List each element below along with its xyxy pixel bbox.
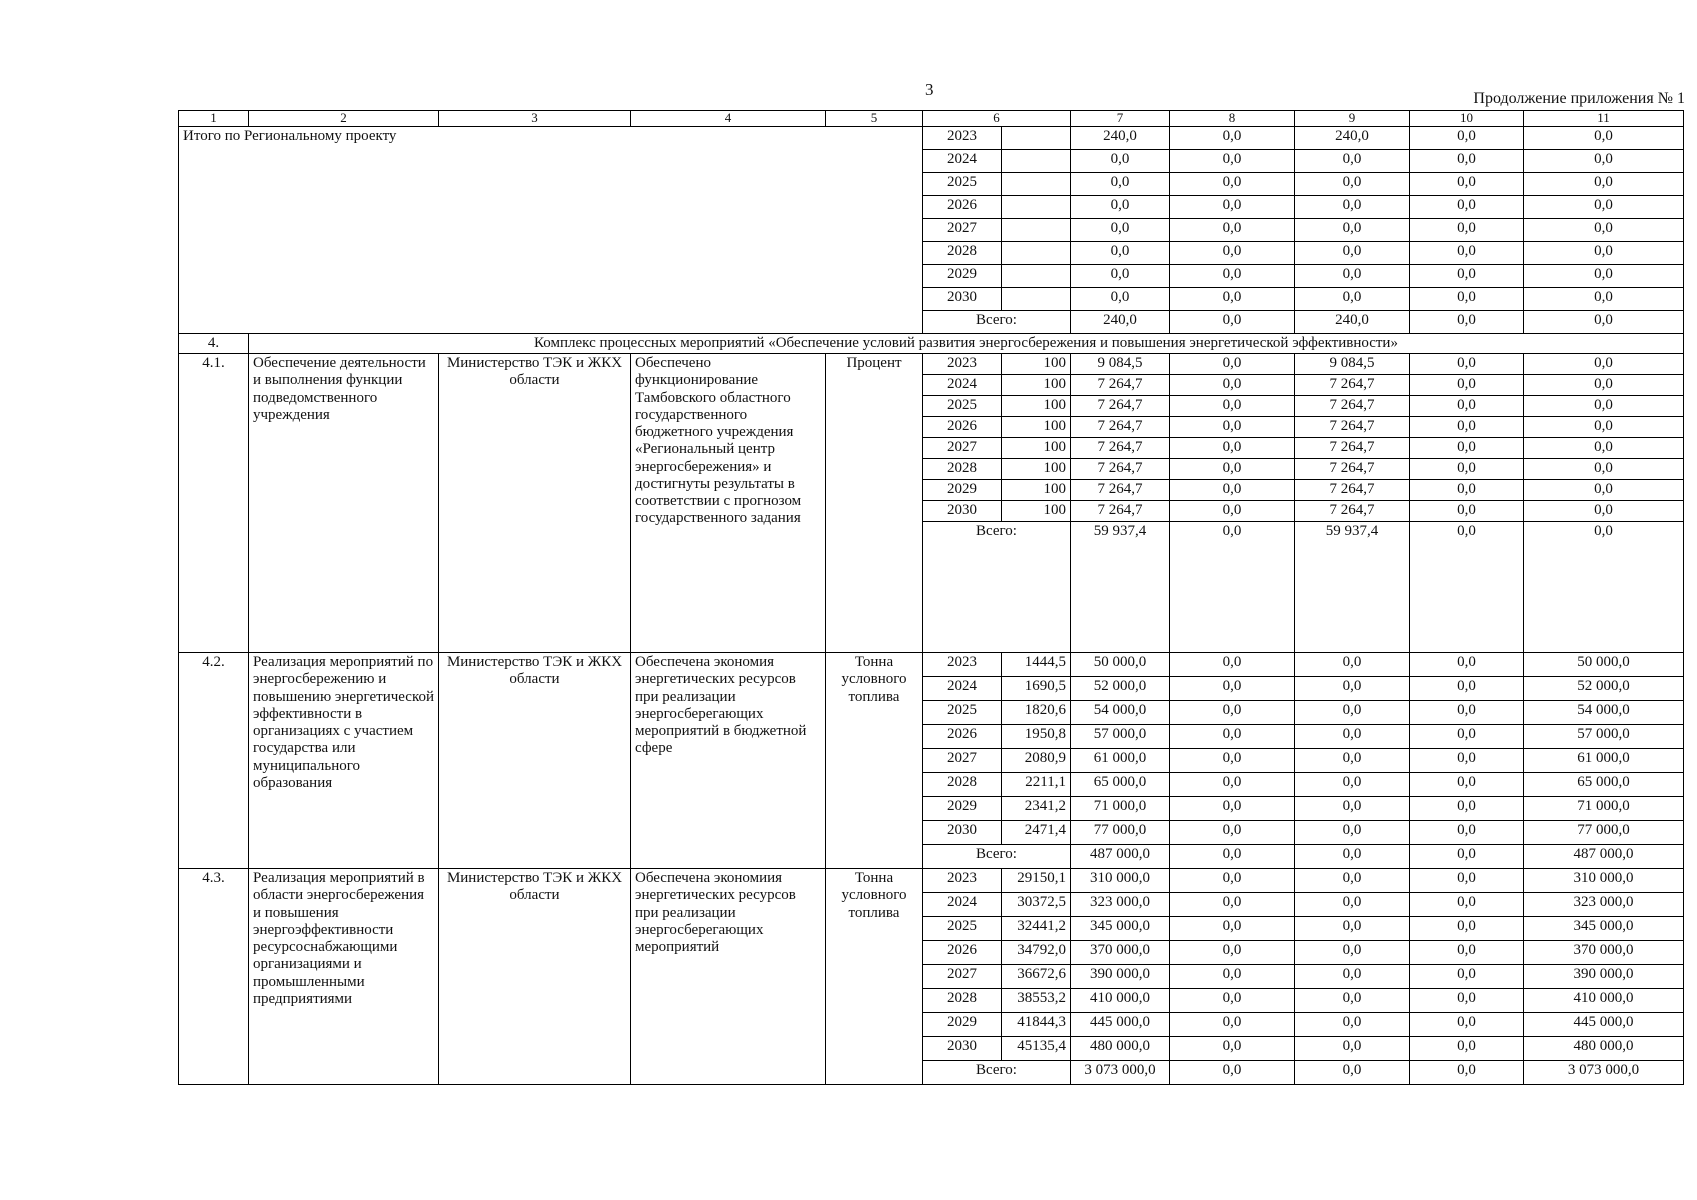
value-cell-c10: 0,0 [1410,797,1524,821]
value-cell-c7: 310 000,0 [1071,869,1170,893]
year-cell: 2026 [923,195,1002,218]
year-cell: 2026 [923,941,1002,965]
value-cell-c7: 52 000,0 [1071,677,1170,701]
continuation-note: Продолжение приложения № 1 [1473,90,1685,107]
value-cell-c8: 0,0 [1170,821,1295,845]
item-unit: Тонна условного топлива [826,869,923,1085]
total-value-c9: 0,0 [1295,845,1410,869]
value-cell-c7: 0,0 [1071,264,1170,287]
value-cell-c8: 0,0 [1170,725,1295,749]
value-cell-c8: 0,0 [1170,677,1295,701]
value-cell-c10: 0,0 [1410,893,1524,917]
year-cell: 2024 [923,149,1002,172]
target-cell: 2471,4 [1002,821,1071,845]
item-unit: Процент [826,354,923,653]
value-cell-c11: 0,0 [1524,438,1684,459]
value-cell-c7: 61 000,0 [1071,749,1170,773]
total-value-c11: 0,0 [1524,522,1684,653]
regional-total-label: Итого по Региональному проекту [179,126,923,333]
value-cell-c8: 0,0 [1170,126,1295,149]
value-cell-c7: 445 000,0 [1071,1013,1170,1037]
value-cell-c8: 0,0 [1170,701,1295,725]
value-cell-c10: 0,0 [1410,501,1524,522]
value-cell-c8: 0,0 [1170,1037,1295,1061]
value-cell-c7: 57 000,0 [1071,725,1170,749]
value-cell-c9: 240,0 [1295,126,1410,149]
value-cell-c9: 0,0 [1295,965,1410,989]
section-row [179,333,1684,353]
value-cell-c10: 0,0 [1410,653,1524,677]
item-result: Обеспечено функционирование Тамбовского областного государственного бюджетного учреждения «Региональный центр энергосбережения» и достигнуты результаты в соответствии с прогнозом государственного задания [631,354,826,653]
value-cell-c8: 0,0 [1170,438,1295,459]
total-value-c11: 487 000,0 [1524,845,1684,869]
value-cell-c7: 7 264,7 [1071,459,1170,480]
year-cell: 2025 [923,172,1002,195]
value-cell-c9: 7 264,7 [1295,396,1410,417]
item-number: 4.2. [179,653,249,869]
value-cell-c7: 345 000,0 [1071,917,1170,941]
item-responsible: Министерство ТЭК и ЖКХ области [439,869,631,1085]
value-cell-c8: 0,0 [1170,965,1295,989]
target-cell: 100 [1002,480,1071,501]
value-cell-c7: 50 000,0 [1071,653,1170,677]
value-cell-c11: 345 000,0 [1524,917,1684,941]
target-cell [1002,126,1071,149]
column-number: 10 [1410,111,1524,127]
value-cell-c8: 0,0 [1170,917,1295,941]
value-cell-c8: 0,0 [1170,749,1295,773]
value-cell-c11: 0,0 [1524,354,1684,375]
value-cell-c10: 0,0 [1410,195,1524,218]
value-cell-c11: 0,0 [1524,241,1684,264]
value-cell-c7: 0,0 [1071,218,1170,241]
value-cell-c8: 0,0 [1170,195,1295,218]
total-value-c10: 0,0 [1410,522,1524,653]
year-cell: 2028 [923,459,1002,480]
total-label: Всего: [923,310,1071,333]
value-cell-c11: 0,0 [1524,310,1684,333]
year-cell: 2023 [923,126,1002,149]
table-body [179,111,1684,1085]
value-cell-c10: 0,0 [1410,438,1524,459]
value-cell-c9: 0,0 [1295,797,1410,821]
column-number: 5 [826,111,923,127]
total-value-c11: 3 073 000,0 [1524,1061,1684,1085]
item-name: Обеспечение деятельности и выполнения функции подведомственного учреждения [249,354,439,653]
column-number: 4 [631,111,826,127]
item-name: Реализация мероприятий по энергосбережению и повышению энергетической эффективности в организациях с участием государства или муниципального образования [249,653,439,869]
value-cell-c7: 7 264,7 [1071,417,1170,438]
target-cell [1002,264,1071,287]
target-cell: 2341,2 [1002,797,1071,821]
value-cell-c8: 0,0 [1170,354,1295,375]
total-label: Всего: [923,1061,1071,1085]
value-cell-c10: 0,0 [1410,677,1524,701]
value-cell-c11: 71 000,0 [1524,797,1684,821]
total-value-c10: 0,0 [1410,845,1524,869]
value-cell-c9: 0,0 [1295,893,1410,917]
total-value-c9: 59 937,4 [1295,522,1410,653]
value-cell-c8: 0,0 [1170,417,1295,438]
value-cell-c9: 0,0 [1295,264,1410,287]
target-cell [1002,218,1071,241]
value-cell-c10: 0,0 [1410,701,1524,725]
value-cell-c11: 0,0 [1524,396,1684,417]
year-cell: 2023 [923,354,1002,375]
value-cell-c11: 0,0 [1524,149,1684,172]
value-cell-c10: 0,0 [1410,773,1524,797]
value-cell-c9: 7 264,7 [1295,480,1410,501]
item-result: Обеспечена экономиия энергетических ресурсов при реализации энергосберегающих мероприятий [631,869,826,1085]
value-cell-c11: 0,0 [1524,501,1684,522]
table-row [179,354,1684,375]
total-label: Всего: [923,845,1071,869]
value-cell-c10: 0,0 [1410,941,1524,965]
value-cell-c10: 0,0 [1410,965,1524,989]
value-cell-c7: 0,0 [1071,241,1170,264]
target-cell: 100 [1002,417,1071,438]
value-cell-c7: 0,0 [1071,195,1170,218]
target-cell: 38553,2 [1002,989,1071,1013]
value-cell-c8: 0,0 [1170,989,1295,1013]
value-cell-c9: 0,0 [1295,287,1410,310]
value-cell-c7: 240,0 [1071,126,1170,149]
value-cell-c11: 0,0 [1524,172,1684,195]
value-cell-c8: 0,0 [1170,287,1295,310]
year-cell: 2028 [923,989,1002,1013]
page-number: 3 [925,80,934,99]
column-number: 8 [1170,111,1295,127]
value-cell-c9: 0,0 [1295,677,1410,701]
value-cell-c8: 0,0 [1170,310,1295,333]
total-label: Всего: [923,522,1071,653]
value-cell-c10: 0,0 [1410,310,1524,333]
table-row [179,126,1684,149]
value-cell-c10: 0,0 [1410,241,1524,264]
target-cell: 100 [1002,501,1071,522]
value-cell-c7: 0,0 [1071,287,1170,310]
value-cell-c9: 7 264,7 [1295,417,1410,438]
value-cell-c8: 0,0 [1170,893,1295,917]
value-cell-c11: 390 000,0 [1524,965,1684,989]
target-cell [1002,149,1071,172]
target-cell: 100 [1002,396,1071,417]
value-cell-c9: 0,0 [1295,241,1410,264]
value-cell-c8: 0,0 [1170,653,1295,677]
year-cell: 2023 [923,653,1002,677]
target-cell: 45135,4 [1002,1037,1071,1061]
appendix-table [178,110,1684,1085]
year-cell: 2025 [923,396,1002,417]
year-cell: 2030 [923,287,1002,310]
item-number: 4.1. [179,354,249,653]
value-cell-c8: 0,0 [1170,172,1295,195]
value-cell-c11: 50 000,0 [1524,653,1684,677]
value-cell-c10: 0,0 [1410,459,1524,480]
column-number: 1 [179,111,249,127]
year-cell: 2029 [923,480,1002,501]
value-cell-c8: 0,0 [1170,480,1295,501]
target-cell: 100 [1002,354,1071,375]
value-cell-c9: 0,0 [1295,941,1410,965]
value-cell-c9: 0,0 [1295,172,1410,195]
total-value-c8: 0,0 [1170,1061,1295,1085]
value-cell-c11: 0,0 [1524,218,1684,241]
total-value-c8: 0,0 [1170,522,1295,653]
value-cell-c11: 410 000,0 [1524,989,1684,1013]
year-cell: 2029 [923,797,1002,821]
total-value-c9: 0,0 [1295,1061,1410,1085]
value-cell-c9: 7 264,7 [1295,459,1410,480]
column-number: 9 [1295,111,1410,127]
year-cell: 2023 [923,869,1002,893]
target-cell: 1950,8 [1002,725,1071,749]
year-cell: 2027 [923,438,1002,459]
value-cell-c9: 7 264,7 [1295,501,1410,522]
value-cell-c10: 0,0 [1410,1013,1524,1037]
target-cell: 36672,6 [1002,965,1071,989]
value-cell-c9: 0,0 [1295,149,1410,172]
value-cell-c8: 0,0 [1170,501,1295,522]
value-cell-c11: 323 000,0 [1524,893,1684,917]
year-cell: 2029 [923,1013,1002,1037]
year-cell: 2027 [923,965,1002,989]
target-cell: 1820,6 [1002,701,1071,725]
target-cell: 2080,9 [1002,749,1071,773]
year-cell: 2028 [923,241,1002,264]
value-cell-c9: 7 264,7 [1295,438,1410,459]
value-cell-c10: 0,0 [1410,917,1524,941]
value-cell-c9: 0,0 [1295,653,1410,677]
value-cell-c10: 0,0 [1410,749,1524,773]
value-cell-c7: 0,0 [1071,149,1170,172]
target-cell: 2211,1 [1002,773,1071,797]
value-cell-c8: 0,0 [1170,375,1295,396]
year-cell: 2025 [923,701,1002,725]
value-cell-c9: 0,0 [1295,1037,1410,1061]
item-result: Обеспечена экономия энергетических ресурсов при реализации энергосберегающих мероприятий в бюджетной сфере [631,653,826,869]
value-cell-c9: 9 084,5 [1295,354,1410,375]
value-cell-c11: 0,0 [1524,459,1684,480]
value-cell-c9: 0,0 [1295,195,1410,218]
value-cell-c7: 390 000,0 [1071,965,1170,989]
column-number: 6 [923,111,1071,127]
value-cell-c7: 7 264,7 [1071,396,1170,417]
value-cell-c8: 0,0 [1170,1013,1295,1037]
value-cell-c8: 0,0 [1170,218,1295,241]
table-row [179,653,1684,677]
item-responsible: Министерство ТЭК и ЖКХ области [439,653,631,869]
value-cell-c11: 480 000,0 [1524,1037,1684,1061]
year-cell: 2027 [923,218,1002,241]
value-cell-c10: 0,0 [1410,989,1524,1013]
target-cell: 30372,5 [1002,893,1071,917]
value-cell-c9: 0,0 [1295,1013,1410,1037]
value-cell-c9: 0,0 [1295,989,1410,1013]
value-cell-c9: 0,0 [1295,773,1410,797]
year-cell: 2024 [923,677,1002,701]
year-cell: 2029 [923,264,1002,287]
target-cell: 100 [1002,459,1071,480]
value-cell-c11: 445 000,0 [1524,1013,1684,1037]
value-cell-c11: 0,0 [1524,480,1684,501]
section-title: Комплекс процессных мероприятий «Обеспечение условий развития энергосбережения и повышения энергетической эффективности» [249,333,1684,353]
year-cell: 2030 [923,1037,1002,1061]
target-cell: 32441,2 [1002,917,1071,941]
value-cell-c7: 480 000,0 [1071,1037,1170,1061]
year-cell: 2027 [923,749,1002,773]
value-cell-c7: 54 000,0 [1071,701,1170,725]
target-cell: 100 [1002,438,1071,459]
value-cell-c11: 0,0 [1524,417,1684,438]
value-cell-c10: 0,0 [1410,126,1524,149]
value-cell-c9: 0,0 [1295,749,1410,773]
year-cell: 2024 [923,375,1002,396]
value-cell-c11: 0,0 [1524,375,1684,396]
value-cell-c11: 61 000,0 [1524,749,1684,773]
total-value-c10: 0,0 [1410,1061,1524,1085]
item-name: Реализация мероприятий в области энергосбережения и повышения энергоэффективности ресурсоснабжающими организациями и промышленными предприятиями [249,869,439,1085]
total-value-c7: 487 000,0 [1071,845,1170,869]
target-cell: 100 [1002,375,1071,396]
total-value-c8: 0,0 [1170,845,1295,869]
target-cell: 1690,5 [1002,677,1071,701]
value-cell-c9: 240,0 [1295,310,1410,333]
section-number: 4. [179,333,249,353]
target-cell: 29150,1 [1002,869,1071,893]
value-cell-c7: 240,0 [1071,310,1170,333]
value-cell-c7: 323 000,0 [1071,893,1170,917]
item-responsible: Министерство ТЭК и ЖКХ области [439,354,631,653]
value-cell-c9: 7 264,7 [1295,375,1410,396]
target-cell [1002,287,1071,310]
year-cell: 2030 [923,821,1002,845]
value-cell-c9: 0,0 [1295,701,1410,725]
value-cell-c10: 0,0 [1410,417,1524,438]
value-cell-c10: 0,0 [1410,725,1524,749]
value-cell-c11: 0,0 [1524,287,1684,310]
value-cell-c8: 0,0 [1170,869,1295,893]
year-cell: 2030 [923,501,1002,522]
value-cell-c8: 0,0 [1170,396,1295,417]
value-cell-c8: 0,0 [1170,264,1295,287]
item-number: 4.3. [179,869,249,1085]
value-cell-c10: 0,0 [1410,287,1524,310]
value-cell-c10: 0,0 [1410,149,1524,172]
column-number-row [179,111,1684,127]
value-cell-c8: 0,0 [1170,773,1295,797]
column-number: 3 [439,111,631,127]
value-cell-c11: 77 000,0 [1524,821,1684,845]
value-cell-c11: 65 000,0 [1524,773,1684,797]
value-cell-c7: 7 264,7 [1071,501,1170,522]
value-cell-c11: 57 000,0 [1524,725,1684,749]
value-cell-c10: 0,0 [1410,354,1524,375]
value-cell-c7: 7 264,7 [1071,480,1170,501]
value-cell-c10: 0,0 [1410,172,1524,195]
value-cell-c8: 0,0 [1170,941,1295,965]
year-cell: 2026 [923,725,1002,749]
total-value-c7: 59 937,4 [1071,522,1170,653]
value-cell-c9: 0,0 [1295,218,1410,241]
column-number: 11 [1524,111,1684,127]
value-cell-c7: 9 084,5 [1071,354,1170,375]
value-cell-c8: 0,0 [1170,149,1295,172]
value-cell-c8: 0,0 [1170,241,1295,264]
target-cell [1002,241,1071,264]
value-cell-c11: 54 000,0 [1524,701,1684,725]
item-unit: Тонна условного топлива [826,653,923,869]
value-cell-c10: 0,0 [1410,396,1524,417]
value-cell-c7: 370 000,0 [1071,941,1170,965]
value-cell-c9: 0,0 [1295,725,1410,749]
column-number: 7 [1071,111,1170,127]
value-cell-c10: 0,0 [1410,375,1524,396]
target-cell: 41844,3 [1002,1013,1071,1037]
target-cell: 34792,0 [1002,941,1071,965]
value-cell-c7: 71 000,0 [1071,797,1170,821]
total-value-c7: 3 073 000,0 [1071,1061,1170,1085]
value-cell-c9: 0,0 [1295,869,1410,893]
year-cell: 2024 [923,893,1002,917]
value-cell-c10: 0,0 [1410,218,1524,241]
value-cell-c9: 0,0 [1295,917,1410,941]
value-cell-c7: 410 000,0 [1071,989,1170,1013]
value-cell-c10: 0,0 [1410,1037,1524,1061]
value-cell-c11: 0,0 [1524,264,1684,287]
target-cell: 1444,5 [1002,653,1071,677]
value-cell-c11: 0,0 [1524,195,1684,218]
year-cell: 2026 [923,417,1002,438]
value-cell-c11: 0,0 [1524,126,1684,149]
value-cell-c7: 7 264,7 [1071,438,1170,459]
value-cell-c8: 0,0 [1170,797,1295,821]
value-cell-c11: 310 000,0 [1524,869,1684,893]
value-cell-c10: 0,0 [1410,821,1524,845]
year-cell: 2025 [923,917,1002,941]
column-number: 2 [249,111,439,127]
target-cell [1002,195,1071,218]
value-cell-c7: 0,0 [1071,172,1170,195]
value-cell-c10: 0,0 [1410,869,1524,893]
value-cell-c9: 0,0 [1295,821,1410,845]
value-cell-c10: 0,0 [1410,480,1524,501]
value-cell-c7: 77 000,0 [1071,821,1170,845]
value-cell-c7: 7 264,7 [1071,375,1170,396]
value-cell-c11: 370 000,0 [1524,941,1684,965]
table-row [179,869,1684,893]
value-cell-c11: 52 000,0 [1524,677,1684,701]
value-cell-c7: 65 000,0 [1071,773,1170,797]
target-cell [1002,172,1071,195]
value-cell-c10: 0,0 [1410,264,1524,287]
year-cell: 2028 [923,773,1002,797]
value-cell-c8: 0,0 [1170,459,1295,480]
